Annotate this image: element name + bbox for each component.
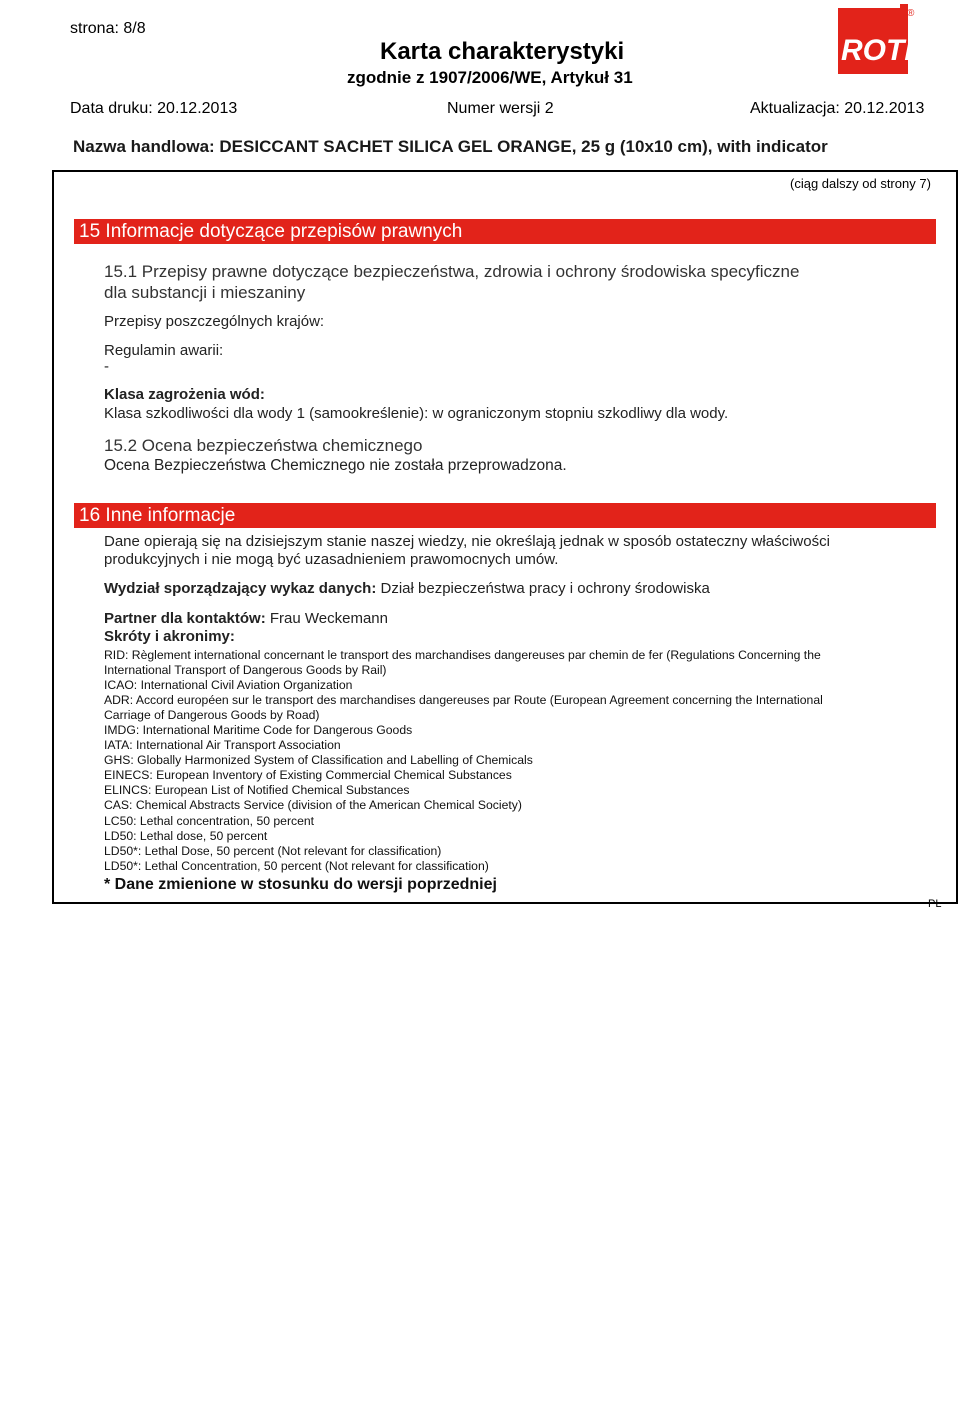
water-hazard-value: Klasa szkodliwości dla wody 1 (samookreślenie): w ograniczonym stopniu szkodliwy dla wody. <box>104 405 729 422</box>
section-15-2-text: Ocena Bezpieczeństwa Chemicznego nie została przeprowadzona. <box>104 457 567 474</box>
language-code: PL <box>928 898 942 910</box>
abbreviation-line: LD50*: Lethal Dose, 50 percent (Not relevant for classification) <box>104 844 442 858</box>
abbreviation-line: CAS: Chemical Abstracts Service (division of the American Chemical Society) <box>104 798 522 812</box>
trade-name: Nazwa handlowa: DESICCANT SACHET SILICA GEL ORANGE, 25 g (10x10 cm), with indicator <box>73 137 828 156</box>
section-15-heading: 15 Informacje dotyczące przepisów prawnych <box>74 219 936 244</box>
abbreviations-heading: Skróty i akronimy: <box>104 628 235 645</box>
continued-note: (ciąg dalszy od strony 7) <box>790 176 931 191</box>
registered-icon: ® <box>907 8 915 19</box>
update-date: Aktualizacja: 20.12.2013 <box>750 100 925 117</box>
section-15-1-heading-line2: dla substancji i mieszaniny <box>104 283 306 302</box>
document-subtitle: zgodnie z 1907/2006/WE, Artykuł 31 <box>347 68 633 87</box>
abbreviation-line: IMDG: International Maritime Code for Dangerous Goods <box>104 723 413 737</box>
disclaimer-line2: produkcyjnych i nie mogą być uzasadnieniem prawomocnych umów. <box>104 551 559 568</box>
abbreviation-line: LD50: Lethal dose, 50 percent <box>104 829 268 843</box>
abbreviation-line: ELINCS: European List of Notified Chemical Substances <box>104 783 410 797</box>
contact-label: Partner dla kontaktów: <box>104 610 266 627</box>
abbreviation-line: Carriage of Dangerous Goods by Road) <box>104 708 320 722</box>
roth-logo <box>830 2 922 80</box>
abbreviation-line: LD50*: Lethal Concentration, 50 percent (Not relevant for classification) <box>104 859 489 873</box>
contact-value: Frau Weckemann <box>269 610 388 627</box>
abbreviation-line: ADR: Accord européen sur le transport des marchandises dangereuses par Route (European Agreement concerning the International <box>104 693 823 707</box>
abbreviation-line: ICAO: International Civil Aviation Organization <box>104 678 353 692</box>
department-row <box>104 580 710 597</box>
logo-text: ROTH <box>841 34 922 67</box>
regulation-value: - <box>104 358 109 375</box>
document-title: Karta charakterystyki <box>380 38 625 65</box>
abbreviation-line: IATA: International Air Transport Association <box>104 738 341 752</box>
print-date: Data druku: 20.12.2013 <box>70 100 238 117</box>
department-label: Wydział sporządzający wykaz danych: <box>104 580 377 597</box>
contact-row <box>104 610 388 627</box>
regulation-label: Regulamin awarii: <box>104 342 224 359</box>
abbreviation-line: RID: Règlement international concernant le transport des marchandises dangereuses par chemin de fer (Regulations Concerning the <box>104 648 821 662</box>
section-15-2-heading: 15.2 Ocena bezpieczeństwa chemicznego <box>104 436 423 455</box>
abbreviation-line: GHS: Globally Harmonized System of Classification and Labelling of Chemicals <box>104 753 533 767</box>
abbreviation-line: International Transport of Dangerous Goods by Rail) <box>104 663 387 677</box>
abbreviation-line: EINECS: European Inventory of Existing Commercial Chemical Substances <box>104 768 512 782</box>
version-number: Numer wersji 2 <box>447 100 554 117</box>
section-16-heading: 16 Inne informacje <box>74 503 936 528</box>
changes-note: * Dane zmienione w stosunku do wersji poprzedniej <box>104 876 497 893</box>
disclaimer-line1: Dane opierają się na dzisiejszym stanie naszej wiedzy, nie określają jednak w sposób ostateczny właściwości <box>104 533 830 550</box>
department-value: Dział bezpieczeństwa pracy i ochrony środowiska <box>380 580 710 597</box>
national-regulations-label: Przepisy poszczególnych krajów: <box>104 313 325 330</box>
page-number: strona: 8/8 <box>70 20 146 37</box>
abbreviation-line: LC50: Lethal concentration, 50 percent <box>104 814 315 828</box>
water-hazard-label: Klasa zagrożenia wód: <box>104 386 265 403</box>
section-15-1-heading-line1: 15.1 Przepisy prawne dotyczące bezpieczeństwa, zdrowia i ochrony środowiska specyficzne <box>104 262 800 281</box>
